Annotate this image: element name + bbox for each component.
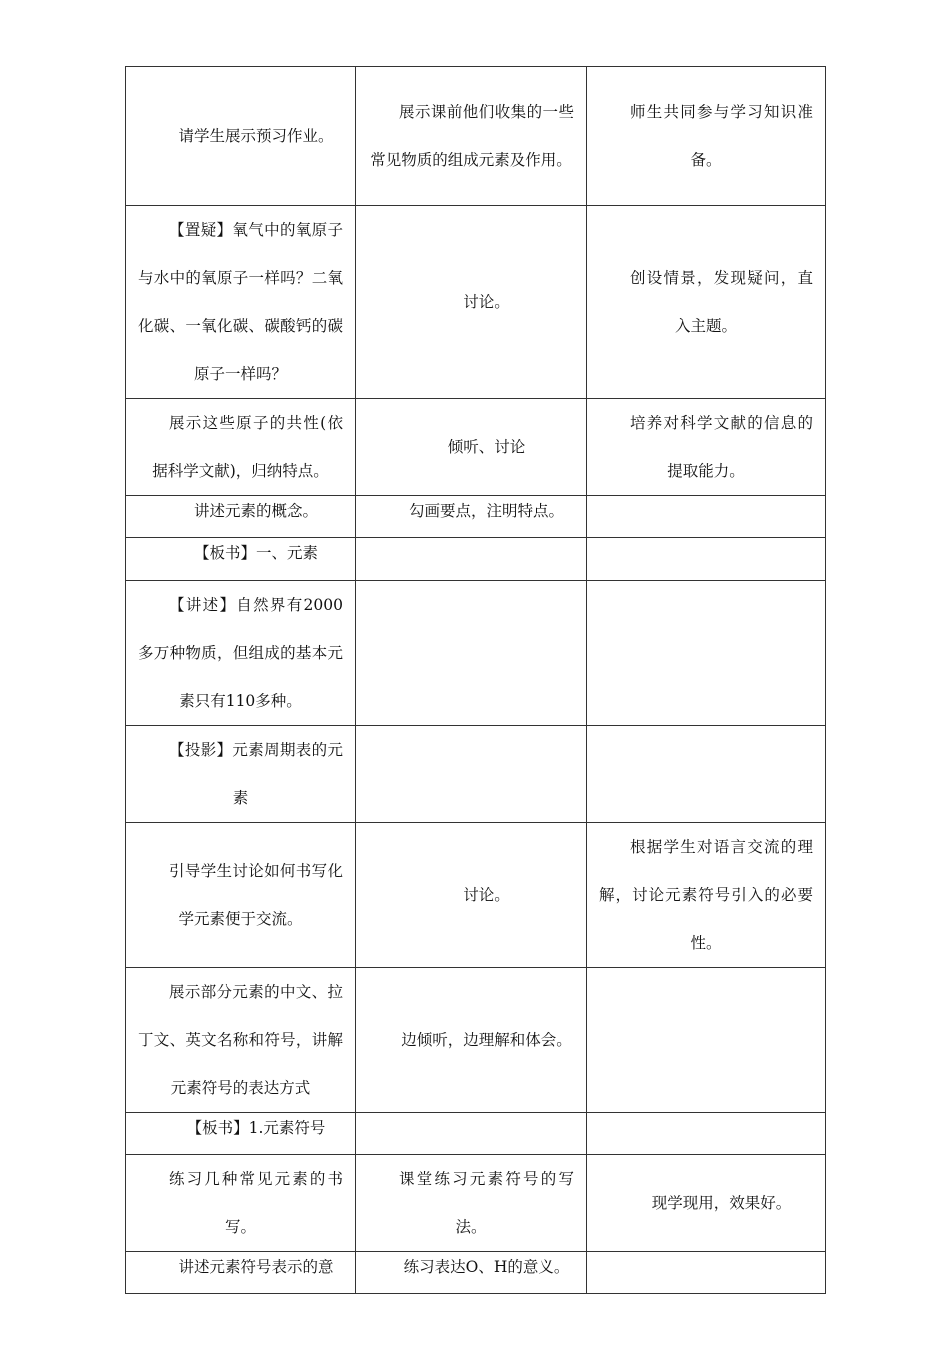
- student-cell: [356, 968, 587, 1113]
- student-cell: [356, 1113, 587, 1155]
- teacher-text: 练习几种常见元素的书写。: [169, 1170, 343, 1236]
- teacher-text: 讲述元素的概念。: [193, 502, 318, 520]
- table-row: [126, 823, 826, 968]
- teacher-cell: [126, 399, 356, 496]
- student-text: 勾画要点，注明特点。: [408, 502, 564, 520]
- teacher-text: 讲述元素符号表示的意: [178, 1258, 334, 1276]
- intent-cell: [587, 67, 826, 206]
- teacher-cell: [126, 496, 356, 538]
- teacher-cell: [126, 206, 356, 399]
- teacher-cell: [126, 67, 356, 206]
- student-cell: [356, 823, 587, 968]
- teacher-cell: [126, 726, 356, 823]
- teacher-text: 引导学生讨论如何书写化学元素便于交流。: [169, 862, 343, 928]
- intent-text: 现学现用，效果好。: [651, 1194, 792, 1212]
- intent-cell: [587, 968, 826, 1113]
- teacher-cell: [126, 1113, 356, 1155]
- intent-text: 根据学生对语言交流的理解，讨论元素符号引入的必要性。: [599, 838, 813, 952]
- teacher-cell: [126, 581, 356, 726]
- teacher-cell: [126, 968, 356, 1113]
- table-row: [126, 581, 826, 726]
- table-row: [126, 1113, 826, 1155]
- teacher-text: 【板书】1.元素符号: [186, 1119, 326, 1137]
- teacher-text: 【置疑】氧气中的氧原子与水中的氧原子一样吗？二氧化碳、一氧化碳、碳酸钙的碳原子一样吗？: [138, 221, 343, 383]
- teacher-text: 展示这些原子的共性(依据科学文献)，归纳特点。: [152, 414, 343, 480]
- intent-cell: [587, 581, 826, 726]
- teacher-cell: [126, 538, 356, 581]
- table-row: [126, 399, 826, 496]
- student-text: 展示课前他们收集的一些常见物质的组成元素及作用。: [370, 103, 574, 169]
- student-cell: [356, 399, 587, 496]
- intent-cell: [587, 538, 826, 581]
- teacher-text: 展示部分元素的中文、拉丁文、英文名称和符号，讲解元素符号的表达方式: [138, 983, 343, 1097]
- teacher-cell: [126, 1155, 356, 1252]
- table-row: [126, 496, 826, 538]
- intent-text: 创设情景，发现疑问，直入主题。: [630, 269, 813, 335]
- student-text: 边倾听，边理解和体会。: [401, 1031, 572, 1049]
- table-row: [126, 1155, 826, 1252]
- teacher-text: 请学生展示预习作业。: [178, 127, 334, 145]
- table-row: [126, 67, 826, 206]
- student-cell: [356, 581, 587, 726]
- student-cell: [356, 1252, 587, 1294]
- student-text: 练习表达O、H的意义。: [403, 1258, 570, 1276]
- teacher-text: 【讲述】自然界有2000多万种物质，但组成的基本元素只有110多种。: [138, 596, 343, 710]
- student-cell: [356, 206, 587, 399]
- table-row: [126, 538, 826, 581]
- table-row: [126, 206, 826, 399]
- intent-cell: [587, 1155, 826, 1252]
- student-cell: [356, 496, 587, 538]
- teacher-text: 【板书】一、元素: [193, 544, 318, 562]
- student-cell: [356, 67, 587, 206]
- intent-cell: [587, 1252, 826, 1294]
- intent-cell: [587, 1113, 826, 1155]
- intent-cell: [587, 823, 826, 968]
- student-text: 讨论。: [463, 293, 510, 311]
- intent-text: 培养对科学文献的信息的提取能力。: [630, 414, 813, 480]
- student-cell: [356, 1155, 587, 1252]
- student-text: 倾听、讨论: [447, 438, 526, 456]
- student-text: 讨论。: [463, 886, 510, 904]
- lesson-table: [125, 66, 826, 1294]
- teacher-text: 【投影】元素周期表的元素: [169, 741, 343, 807]
- student-cell: [356, 726, 587, 823]
- intent-cell: [587, 496, 826, 538]
- student-text: 课堂练习元素符号的写法。: [399, 1170, 574, 1236]
- intent-cell: [587, 399, 826, 496]
- table-row: [126, 968, 826, 1113]
- intent-cell: [587, 726, 826, 823]
- teacher-cell: [126, 1252, 356, 1294]
- student-cell: [356, 538, 587, 581]
- intent-text: 师生共同参与学习知识准备。: [630, 103, 813, 169]
- table-row: [126, 726, 826, 823]
- intent-cell: [587, 206, 826, 399]
- teacher-cell: [126, 823, 356, 968]
- table-row: [126, 1252, 826, 1294]
